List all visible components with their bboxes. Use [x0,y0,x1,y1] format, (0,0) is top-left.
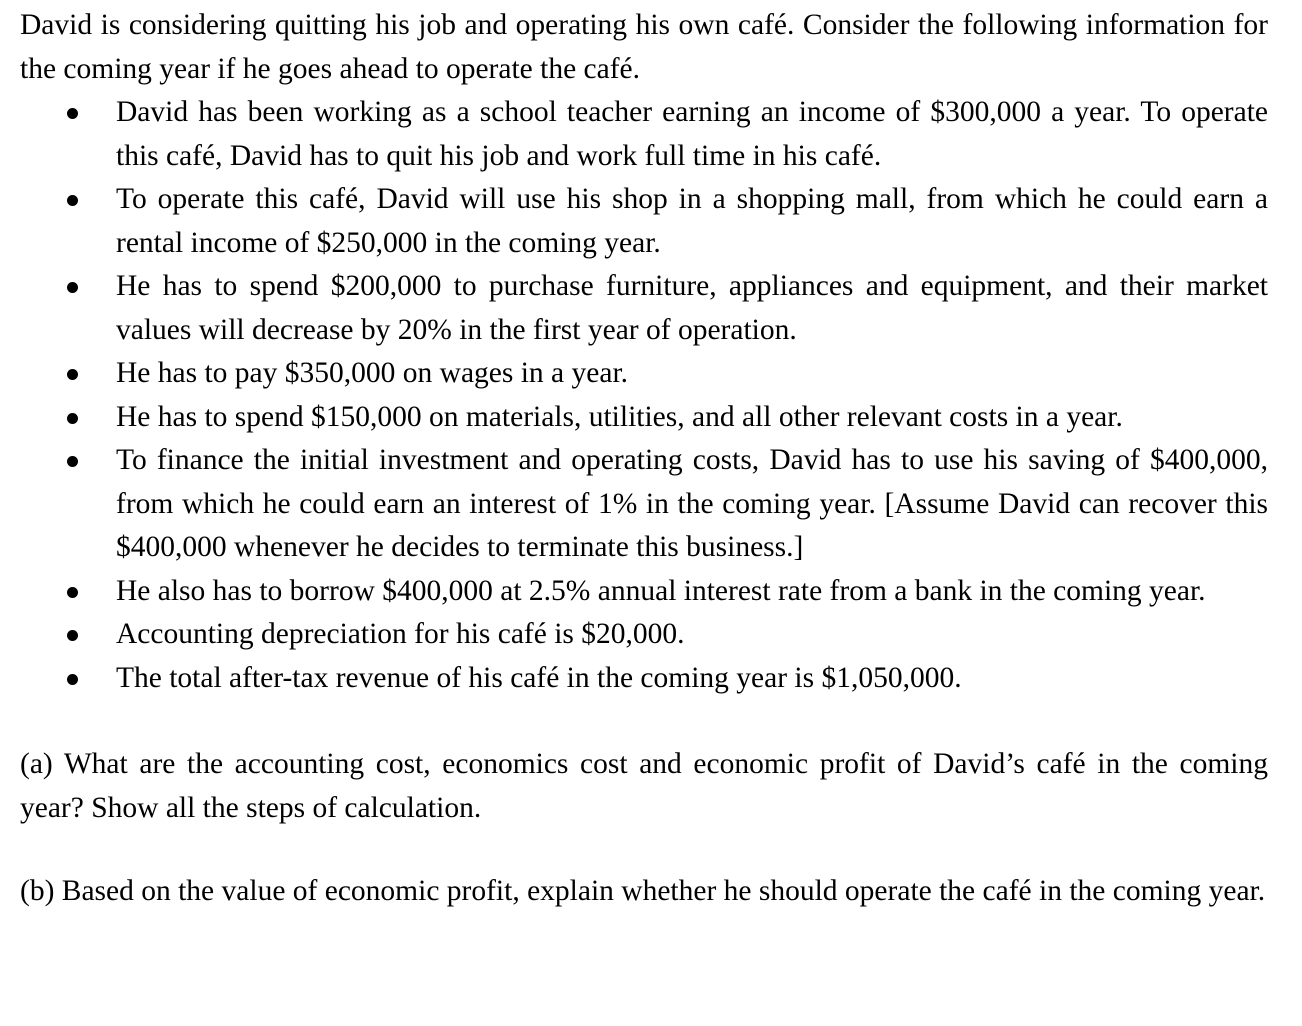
document-page [20,4,1268,914]
bullet-dot-icon [67,108,78,119]
bullet-dot-icon [67,587,78,598]
bullet-dot-icon [67,282,78,293]
bullet-text: David has been working as a school teacher earning an income of $300,000 a year. To operate this café, David has to quit his job and work full time in his café. [116,96,1268,172]
intro-paragraph: David is considering quitting his job and operating his own café. Consider the following information for the coming year if he goes ahead to operate the café. [20,9,1268,85]
bullet-bank-loan [20,570,1268,614]
bullet-dot-icon [67,674,78,685]
bullet-rental-income [20,178,1268,265]
bullet-dot-icon [67,369,78,380]
bullet-text: He has to spend $150,000 on materials, utilities, and all other relevant costs in a year. [116,400,1123,433]
bullet-dot-icon [67,630,78,641]
bullet-dot-icon [67,456,78,467]
bullet-equipment [20,265,1268,352]
bullet-text: To finance the initial investment and operating costs, David has to use his saving of $400,000, from which he could earn an interest of 1% in the coming year. [Assume David can recover this $400,000 whenever he decides to terminate this business.] [116,444,1268,563]
info-bullet-list [20,91,1268,700]
bullet-savings [20,439,1268,570]
bullet-dot-icon [67,413,78,424]
bullet-materials [20,396,1268,440]
bullet-text: He also has to borrow $400,000 at 2.5% annual interest rate from a bank in the coming year. [116,574,1206,607]
bullet-revenue [20,657,1268,701]
bullet-text: The total after-tax revenue of his café in the coming year is $1,050,000. [116,661,962,694]
bullet-text: He has to pay $350,000 on wages in a year. [116,357,629,389]
question-a: (a) What are the accounting cost, economics cost and economic profit of David’s café in the coming year? Show all the steps of calculation. [20,748,1268,824]
bullet-teacher-income [20,91,1268,178]
bullet-depreciation [20,613,1268,657]
bullet-wages [20,352,1268,396]
bullet-dot-icon [67,195,78,206]
bullet-text: To operate this café, David will use his shop in a shopping mall, from which he could earn a rental income of $250,000 in the coming year. [116,183,1268,259]
question-b: (b) Based on the value of economic profit, explain whether he should operate the café in the coming year. [20,875,1266,907]
bullet-text: He has to spend $200,000 to purchase furniture, appliances and equipment, and their market values will decrease by 20% in the first year of operation. [116,270,1268,346]
bullet-text: Accounting depreciation for his café is $20,000. [116,618,685,650]
